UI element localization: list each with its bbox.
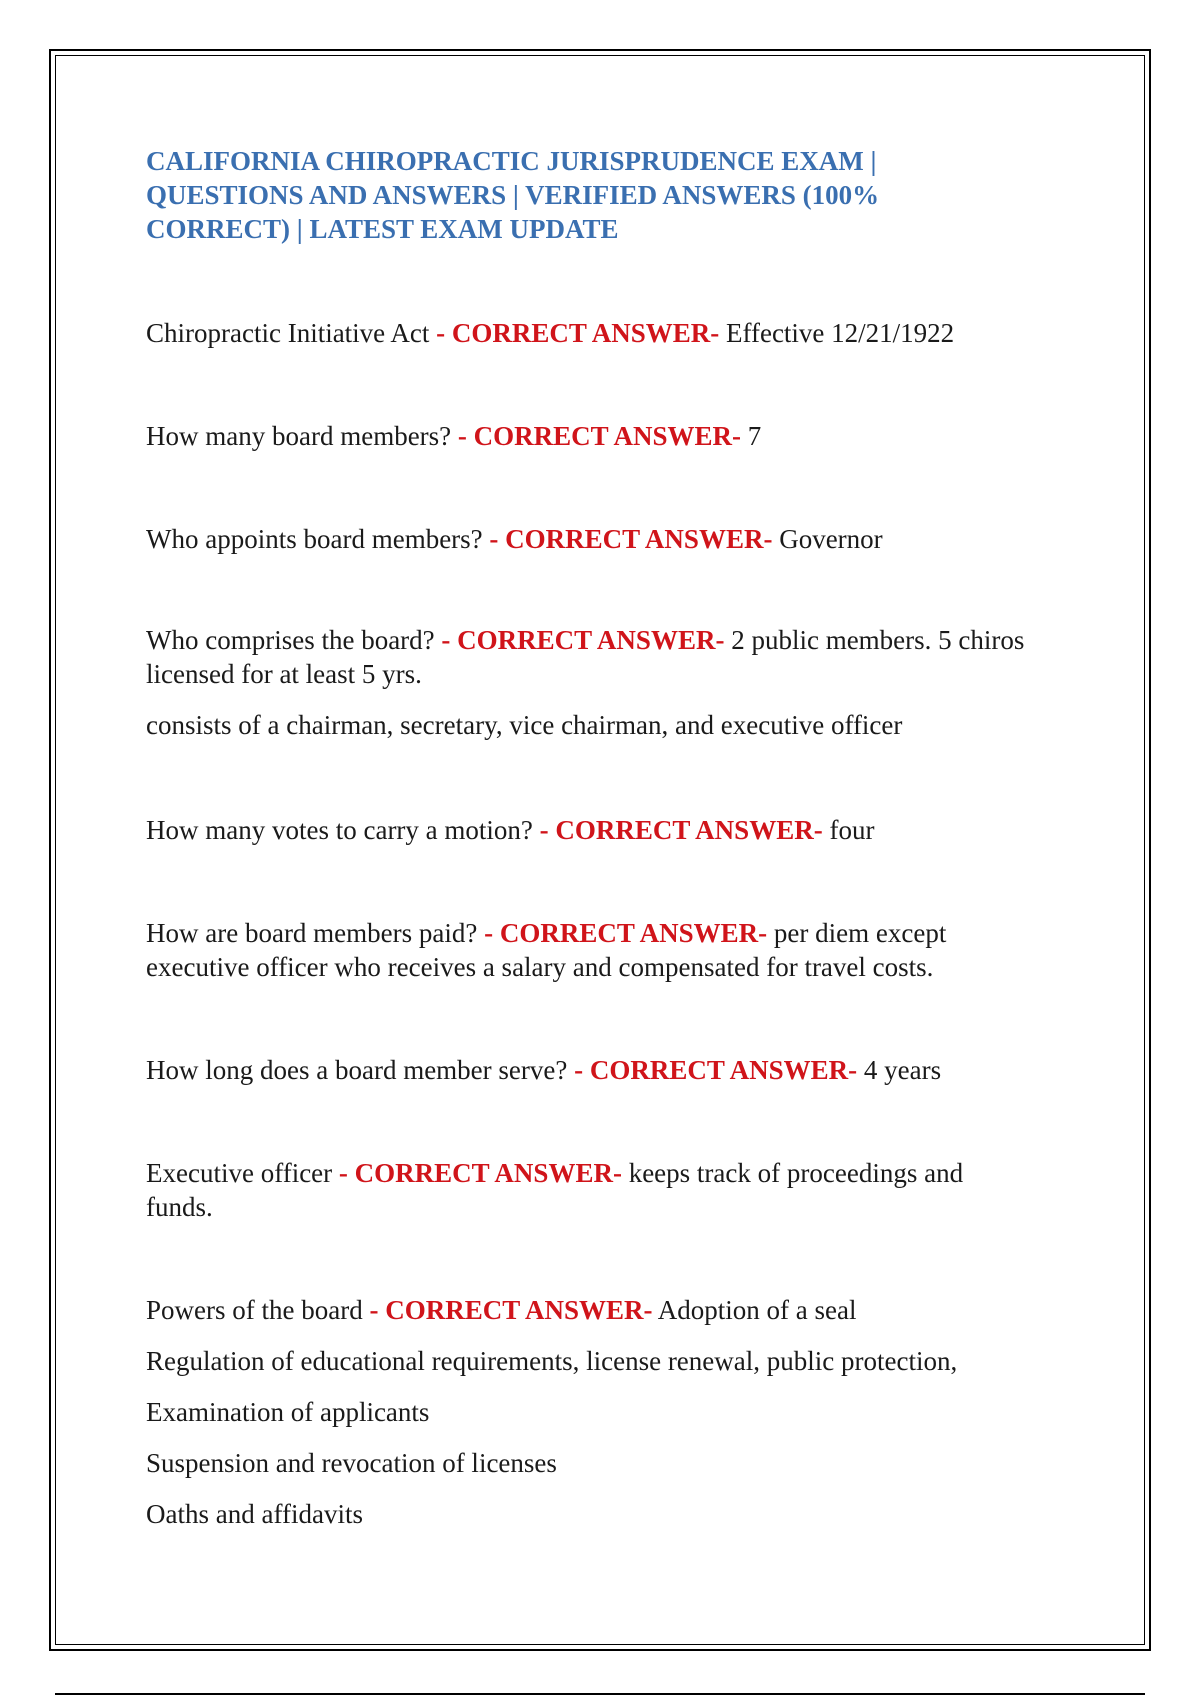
question-text: Powers of the board bbox=[146, 1295, 370, 1325]
answer-text: 7 bbox=[740, 421, 762, 451]
answer-text: four bbox=[822, 815, 875, 845]
question-text: Who appoints board members? bbox=[146, 524, 490, 554]
correct-answer-marker: - CORRECT ANSWER- bbox=[539, 815, 823, 845]
correct-answer-marker: - CORRECT ANSWER- bbox=[369, 1295, 653, 1325]
question-text: How many votes to carry a motion? bbox=[146, 815, 540, 845]
qa-line bbox=[146, 1293, 1026, 1327]
answer-text: 2 public members. 5 chiros licensed for at least 5 yrs. bbox=[146, 625, 1025, 689]
answer-extra-line: Suspension and revocation of licenses bbox=[146, 1448, 557, 1478]
question-text: How long does a board member serve? bbox=[146, 1055, 575, 1085]
qa-item bbox=[146, 916, 1026, 984]
answer-text: Governor bbox=[772, 524, 883, 554]
answer-text: Effective 12/21/1922 bbox=[719, 318, 955, 348]
question-text: Executive officer bbox=[146, 1158, 339, 1188]
qa-item bbox=[146, 623, 1026, 742]
qa-line bbox=[146, 522, 1026, 556]
qa-line bbox=[146, 813, 1026, 847]
qa-item bbox=[146, 1293, 1026, 1531]
bottom-rule bbox=[55, 1693, 1145, 1695]
answer-text: 4 years bbox=[857, 1055, 942, 1085]
qa-item bbox=[146, 813, 1026, 847]
question-text: How are board members paid? bbox=[146, 918, 485, 948]
qa-item bbox=[146, 1053, 1026, 1087]
correct-answer-marker: - CORRECT ANSWER- bbox=[484, 918, 768, 948]
correct-answer-marker: - CORRECT ANSWER- bbox=[457, 421, 741, 451]
correct-answer-marker: - CORRECT ANSWER- bbox=[441, 625, 725, 655]
correct-answer-marker: - CORRECT ANSWER- bbox=[574, 1055, 858, 1085]
answer-extra-line: Regulation of educational requirements, license renewal, public protection, bbox=[146, 1346, 958, 1376]
qa-line bbox=[146, 623, 1026, 691]
qa-line bbox=[146, 419, 1026, 453]
qa-item bbox=[146, 522, 1026, 556]
document-title: CALIFORNIA CHIROPRACTIC JURISPRUDENCE EXAM | QUESTIONS AND ANSWERS | VERIFIED ANSWERS (100% CORRECT) | LATEST EXAM UPDATE bbox=[146, 146, 880, 244]
answer-text: Adoption of a seal bbox=[652, 1295, 857, 1325]
qa-line bbox=[146, 1156, 1026, 1224]
qa-line bbox=[146, 316, 1026, 350]
correct-answer-marker: - CORRECT ANSWER- bbox=[436, 318, 720, 348]
answer-text: per diem except executive officer who receives a salary and compensated for travel costs. bbox=[146, 918, 947, 982]
qa-item bbox=[146, 1156, 1026, 1224]
question-text: How many board members? bbox=[146, 421, 458, 451]
question-text: Chiropractic Initiative Act bbox=[146, 318, 437, 348]
correct-answer-marker: - CORRECT ANSWER- bbox=[338, 1158, 622, 1188]
answer-extra-line: Oaths and affidavits bbox=[146, 1499, 363, 1529]
qa-line bbox=[146, 916, 1026, 984]
qa-item bbox=[146, 316, 1026, 350]
qa-line bbox=[146, 1053, 1026, 1087]
correct-answer-marker: - CORRECT ANSWER- bbox=[489, 524, 773, 554]
answer-text: keeps track of proceedings and funds. bbox=[146, 1158, 964, 1222]
question-text: Who comprises the board? bbox=[146, 625, 442, 655]
qa-item bbox=[146, 419, 1026, 453]
answer-extra-line: consists of a chairman, secretary, vice chairman, and executive officer bbox=[146, 710, 903, 740]
answer-extra-line: Examination of applicants bbox=[146, 1397, 430, 1427]
